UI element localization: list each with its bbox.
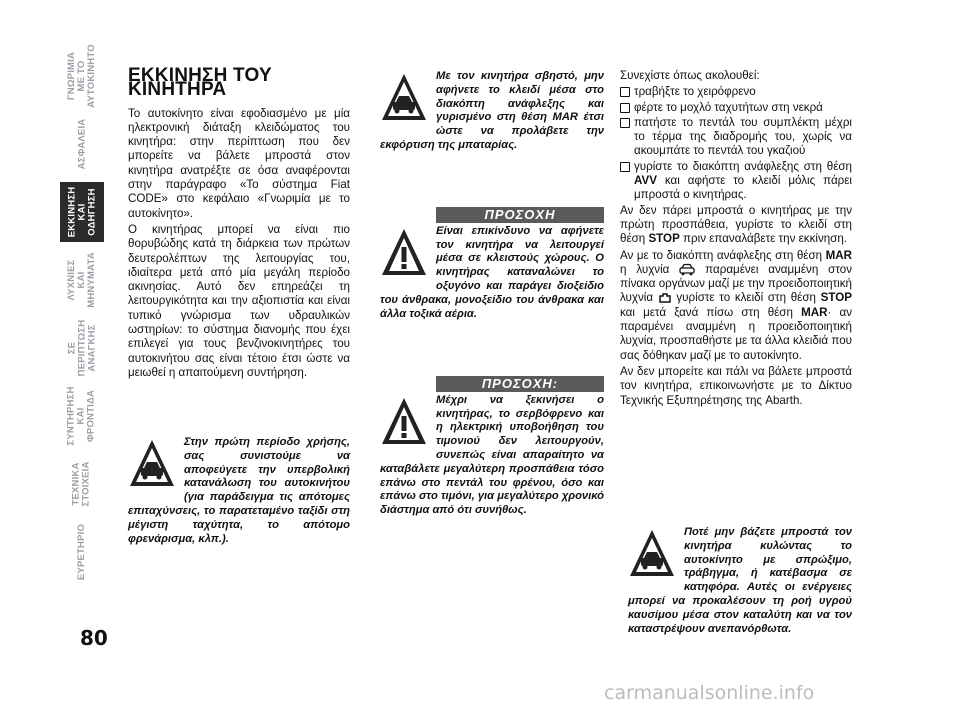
list-item: φέρτε το μοχλό ταχυτήτων στη νεκρά — [620, 101, 852, 115]
note-push-start — [628, 526, 852, 636]
page-title: ΕΚΚΙΝΗΣΗ ΤΟΥ ΚΙΝΗΤΗΡΑ — [128, 65, 272, 101]
dealer-paragraph: Αν δεν μπορείτε και πάλι να βάλετε μπροστά τον κινητήρα, επικοινωνήστε με το Δίκτυο Τεχνικής Εξυπηρέτησης της Abarth. — [620, 364, 852, 407]
chapter-tab-label: ΣΥΝΤΗΡΗΣΗ — [66, 386, 77, 446]
list-item: γυρίστε το διακόπτη ανάφλεξης στη θέση AVV και αφήστε το κλειδί μόλις πάρει μπροστά ο κινητήρας. — [620, 160, 852, 203]
warning-heading: ΠΡΟΣΟΧΗ — [436, 207, 604, 223]
procedure-list — [620, 85, 852, 202]
chapter-tab-label: ΚΑΙ — [76, 203, 87, 221]
intro-paragraph: Το αυτοκίνητο είναι εφοδιασμένο με μία ηλεκτρονική διάταξη κλειδώματος του κινητήρα: στην περίπτωση που δεν μπορείτε να βάλετε μπροστά στον κινητήρα ανατρέξτε σε όσα αναφέρονται στην παράγραφο «Το σύστημα Fiat CODE» στο κεφάλαιο «Γνωριμία με το αυτοκίνητο». — [128, 106, 350, 220]
car-warning-triangle-icon — [628, 528, 676, 580]
page-number: 80 — [80, 626, 108, 650]
procedure-intro: Συνεχίστε όπως ακολουθεί: — [620, 69, 760, 82]
chapter-tab-label: ΑΣΦΑΛΕΙΑ — [76, 118, 87, 170]
chapter-tab-label: ΑΝΑΓΚΗΣ — [86, 324, 97, 372]
chapter-tab-label: ΟΔΗΓΗΣΗ — [86, 188, 97, 236]
immobilizer-paragraph: Αν με το διακόπτη ανάφλεξης στη θέση MAR η λυχνία παραμένει αναμμένη στον πίνακα οργάνων μαζί με την προειδοποιητική λυχνία γυρίστε το κλειδί στη θέση STOP και μετά ξανά πίσω στη θέση MAR· αν παραμένει αναμμένη η προειδοποιητική λυχνία, προσπαθήστε με τα άλλα κλειδιά που σας δόθηκαν μαζί με το αυτοκίνητο. — [620, 248, 852, 362]
column-3 — [620, 69, 852, 410]
warning-closed-spaces-text: Είναι επικίνδυνο να αφήνετε τον κινητήρα να λειτουργεί μέσα σε κλειστούς χώρους. Ο κινητήρας καταναλώνει το οξυγόνο και παράγει διοξείδιο του άνθρακα, μονοξείδιο του άνθρακα και άλλα τοξικά αέρια. — [380, 224, 604, 320]
chapter-tab-label: ΜΕ ΤΟ — [76, 60, 88, 92]
chapter-tab-label: ΠΕΡΙΠΤΩΣΗ — [76, 319, 87, 377]
checkbox-bullet-icon — [620, 87, 630, 97]
checkbox-bullet-icon — [620, 118, 630, 128]
note-push-start-text: Ποτέ μην βάζετε μπροστά τον κινητήρα κυλώντας το αυτοκίνητο με σπρώξιμο, τράβηγμα, ή κατέβασμα σε κατηφόρα. Αυτές οι ενέργειες μπορεί να προκαλέσουν τη ροή υγρού καυσίμου μέσα στον καταλύτη και να τον καταστρέψουν ανεπανόρθωτα. — [628, 526, 852, 635]
note-key-battery-text: Με τον κινητήρα σβηστό, μην αφήνετε το κλειδί μέσα στο διακόπτη ανάφλεξης και γυρισμένο στη θέση MAR έτσι ώστε να προλάβετε την εκφόρτιση της μπαταρίας. — [380, 70, 604, 151]
chapter-tab[interactable] — [60, 46, 104, 106]
note-first-use — [128, 436, 350, 546]
warning-closed-spaces — [380, 207, 604, 321]
note-key-battery — [380, 70, 604, 153]
chapter-tab-label: ΦΡΟΝΤΙΔΑ — [86, 389, 97, 443]
chapter-tab-label: ΤΕΧΝΙΚΑ — [71, 462, 83, 506]
chapter-tab[interactable] — [60, 318, 104, 378]
chapter-tab-label: ΚΑΙ — [76, 407, 87, 425]
retry-paragraph: Αν δεν πάρει μπροστά ο κινητήρας με την πρώτη προσπάθεια, γυρίστε το κλειδί στη θέση STOP πριν επαναλάβετε την εκκίνηση. — [620, 203, 852, 246]
chapter-tab-label: ΕΥΡΕΤΗΡΙΟ — [76, 523, 87, 581]
chapter-tab[interactable] — [60, 182, 104, 242]
list-item: τραβήξτε το χειρόφρενο — [620, 85, 852, 99]
chapter-tab-label: ΑΥΤΟΚΙΝΗΤΟ — [86, 44, 98, 108]
chapter-tab-label: ΣΤΟΙΧΕΙΑ — [81, 461, 93, 507]
chapter-tab-label: ΣΕ — [66, 341, 77, 355]
car-key-warning-icon — [679, 263, 695, 276]
exclamation-triangle-icon — [380, 396, 428, 448]
column-1 — [128, 65, 350, 382]
chapter-tab[interactable] — [60, 522, 104, 582]
chapter-tab[interactable] — [60, 386, 104, 446]
noise-paragraph: Ο κινητήρας μπορεί να είναι πιο θορυβώδης κατά τη διάρκεια των πρώτων δευτερολέπτων της λειτουργίας του, ιδιαίτερα μετά από μία μεγάλη περίοδο ακινησίας. Αυτό δεν επηρεάζει τη λειτουργικότητα και την αξιοπιστία και είναι τυπικό γνώρισμα των υδραυλικών ωστηρίων: το σύστημα διανομής που έχει επιλεγεί για τους βενζινοκινητήρες του αυτοκινήτου σας είναι τέτοιο έτσι ώστε να μειωθεί η απαιτούμενη συντήρηση. — [128, 222, 350, 379]
car-warning-triangle-icon — [128, 438, 176, 490]
chapter-tab-label: ΓΝΩΡΙΜΙΑ — [66, 51, 78, 101]
chapter-tab-label: ΚΑΙ — [76, 271, 88, 289]
chapter-tab-label: ΜΗΝΥΜΑΤΑ — [86, 252, 98, 308]
warning-heading: ΠΡΟΣΟΧΗ: — [436, 376, 604, 392]
chapter-tab-label: ΛΥΧΝΙΕΣ — [66, 259, 78, 301]
chapter-tab[interactable] — [60, 454, 104, 514]
car-warning-triangle-icon — [380, 72, 428, 124]
chapter-tab[interactable] — [60, 250, 104, 310]
note-first-use-text: Στην πρώτη περίοδο χρήσης, σας συνιστούμε να αποφεύγετε την υπερβολική κατανάλωση του αυτοκινήτου (για παράδειγμα τις απότομες επιταχύνσεις, το παρατεταμένο ταξίδι στη μέγιστη ταχύτητα, το απότομο φρενάρισμα, κλπ.). — [128, 436, 350, 545]
checkbox-bullet-icon — [620, 162, 630, 172]
chapter-tab-label: ΕΚΚΙΝΗΣΗ — [66, 186, 77, 238]
list-item: πατήστε το πεντάλ του συμπλέκτη μέχρι το τέρμα της διαδρομής του, χωρίς να ακουμπάτε το πεντάλ του γκαζιού — [620, 116, 852, 159]
warning-servo-brake-text: Μέχρι να ξεκινήσει ο κινητήρας, το σερβόφρενο και η ηλεκτρική υποβοήθηση του τιμονιού δεν λειτουργούν, συνεπώς είναι απαραίτητο να καταβάλετε μεγαλύτερη προσπάθεια τόσο επάνω στο πεντάλ του φρένου, όσο και επάνω στο τιμόνι, για μεγαλύτερο χρονικό διάστημα από ότι συνήθως. — [380, 393, 604, 517]
warning-servo-brake — [380, 376, 604, 518]
engine-warning-icon — [658, 292, 672, 305]
watermark: carmanualsonline.info — [604, 682, 815, 704]
exclamation-triangle-icon — [380, 227, 428, 279]
chapter-tab[interactable] — [60, 114, 104, 174]
checkbox-bullet-icon — [620, 103, 630, 113]
